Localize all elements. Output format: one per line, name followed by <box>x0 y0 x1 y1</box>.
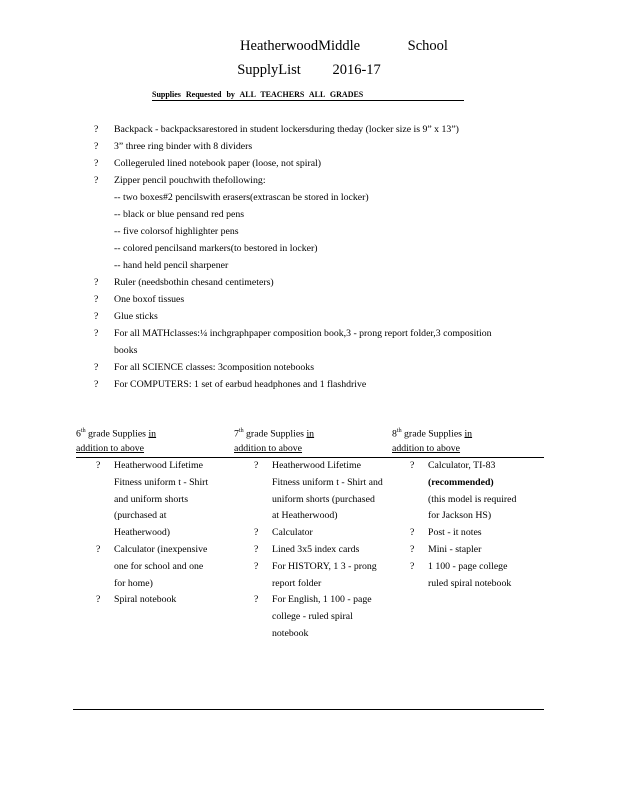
supply-item-text: One boxof tissues <box>114 294 185 305</box>
supply-item-text: -- hand held pencil sharpener <box>114 260 229 271</box>
bullet-glyph: ? <box>94 175 99 186</box>
grade-supply-item <box>410 542 520 559</box>
bullet-glyph: ? <box>94 362 99 373</box>
bullet-glyph: ? <box>410 543 415 555</box>
grade-supply-text: Calculator (inexpensive one for school and one for home) <box>114 543 208 589</box>
grade7-supplies-list <box>254 458 384 643</box>
bullet-glyph: ? <box>254 543 259 555</box>
table-bottom-rule <box>73 709 544 710</box>
supply-item <box>94 359 510 376</box>
requested-by-line: Supplies Requested by ALL TEACHERS ALL GRADES <box>152 90 464 101</box>
bullet-glyph: ? <box>94 328 99 339</box>
bullet-glyph: ? <box>254 460 259 471</box>
grade-supply-item <box>96 458 216 542</box>
supply-item-text: Zipper pencil pouchwith thefollowing: <box>114 175 266 186</box>
supply-item-text: Collegeruled lined notebook paper (loose, not spiral) <box>114 158 322 169</box>
school-title <box>0 38 618 55</box>
grade-supply-item <box>410 458 520 525</box>
bullet-glyph: ? <box>94 294 99 305</box>
bullet-glyph: ? <box>96 460 101 471</box>
grade-supply-item <box>410 525 520 542</box>
supply-item <box>94 325 510 359</box>
grade-supply-note: (this model is required for Jackson HS) <box>428 493 517 522</box>
bullet-glyph: ? <box>94 311 99 322</box>
supply-item-text: 3” three ring binder with 8 dividers <box>114 141 253 152</box>
grade8-supplies-list <box>410 458 520 592</box>
supply-list-label: SupplyList <box>237 62 301 78</box>
grade-supply-text: For English, 1 100 - page college - ruled spiral notebook <box>272 594 372 639</box>
school-word: School <box>407 38 448 54</box>
supply-item <box>94 376 510 393</box>
supply-item <box>94 189 510 206</box>
list-title <box>0 62 618 79</box>
supply-item <box>94 155 510 172</box>
bullet-glyph: ? <box>410 460 415 471</box>
bullet-glyph: ? <box>94 277 99 288</box>
grade6-supplies-list <box>96 458 216 609</box>
supply-item <box>94 121 510 138</box>
supply-item-text: -- five colorsof highlighter pens <box>114 226 239 237</box>
supply-item <box>94 138 510 155</box>
grade-supply-item <box>96 542 216 592</box>
grade-supply-item <box>254 592 384 642</box>
supply-item-text: For all SCIENCE classes: 3composition notebooks <box>114 362 315 373</box>
grade-supply-text: Calculator, TI-83 <box>428 460 496 471</box>
grade-supply-text: Spiral notebook <box>114 594 177 606</box>
supply-item-text: Ruler (needsbothin chesand centimeters) <box>114 277 274 288</box>
grade-supply-item <box>96 592 216 609</box>
bullet-glyph: ? <box>254 527 259 539</box>
school-year: 2016-17 <box>332 62 381 78</box>
grade-supply-text: Heatherwood Lifetime Fitness uniform t - Shirt and uniform shorts (purchased at Heatherwood) <box>272 460 383 522</box>
supply-item <box>94 206 510 223</box>
recommended-label: (recommended) <box>428 476 494 488</box>
grade-supply-item <box>410 559 520 593</box>
bullet-glyph: ? <box>254 594 259 606</box>
grade-supply-text: Heatherwood Lifetime Fitness uniform t - Shirt and uniform shorts (purchased at Heatherwood) <box>114 460 209 539</box>
grade6-heading: 6th grade Supplies in addition to above <box>76 428 157 455</box>
supply-item-text: Backpack - backpacksarestored in student lockersduring theday (locker size is 9” x 13”) <box>114 124 459 135</box>
supply-item <box>94 291 510 308</box>
bullet-glyph: ? <box>254 560 259 572</box>
supply-item <box>94 308 510 325</box>
grade-supply-item <box>254 525 384 542</box>
supply-item-text: -- colored pencilsand markers(to bestored in locker) <box>114 243 318 254</box>
bullet-glyph: ? <box>410 527 415 539</box>
bullet-glyph: ? <box>96 543 101 555</box>
bullet-glyph: ? <box>94 379 99 390</box>
supply-item-text: For all MATHclasses:¼ inchgraphpaper composition book,3 - prong report folder,3 composition books <box>114 328 492 356</box>
bullet-glyph: ? <box>94 141 99 152</box>
grade7-heading: 7th grade Supplies in addition to above <box>234 428 315 455</box>
supply-item-text: -- two boxes#2 pencilswith erasers(extrascan be stored in locker) <box>114 192 369 203</box>
bullet-glyph: ? <box>94 124 99 135</box>
grade-headings <box>76 424 544 456</box>
grade8-heading: 8th grade Supplies in addition to above <box>392 428 473 455</box>
supply-item-text: -- black or blue pensand red pens <box>114 209 245 220</box>
bullet-glyph: ? <box>94 158 99 169</box>
bullet-glyph: ? <box>96 594 101 606</box>
grade-supply-text: Calculator <box>272 527 313 539</box>
school-name: HeatherwoodMiddle <box>240 38 361 54</box>
grade-supply-text: For HISTORY, 1 3 - prong report folder <box>272 560 377 589</box>
bullet-glyph: ? <box>410 560 415 572</box>
grade-supply-text: 1 100 - page college ruled spiral notebook <box>428 560 512 589</box>
supply-item <box>94 240 510 257</box>
general-supplies-list <box>94 121 510 393</box>
supply-item <box>94 274 510 291</box>
grade-supply-text: Post - it notes <box>428 527 482 539</box>
supply-item-text: Glue sticks <box>114 311 158 322</box>
grade-supply-text: Mini - stapler <box>428 543 482 555</box>
supply-item <box>94 257 510 274</box>
supply-item-text: For COMPUTERS: 1 set of earbud headphones and 1 flashdrive <box>114 379 367 390</box>
grade-supply-item <box>254 542 384 559</box>
supply-item <box>94 223 510 240</box>
grade-supply-text: Lined 3x5 index cards <box>272 543 360 555</box>
supply-item <box>94 172 510 189</box>
grade-supply-item <box>254 559 384 593</box>
grade-supply-item <box>254 458 384 525</box>
